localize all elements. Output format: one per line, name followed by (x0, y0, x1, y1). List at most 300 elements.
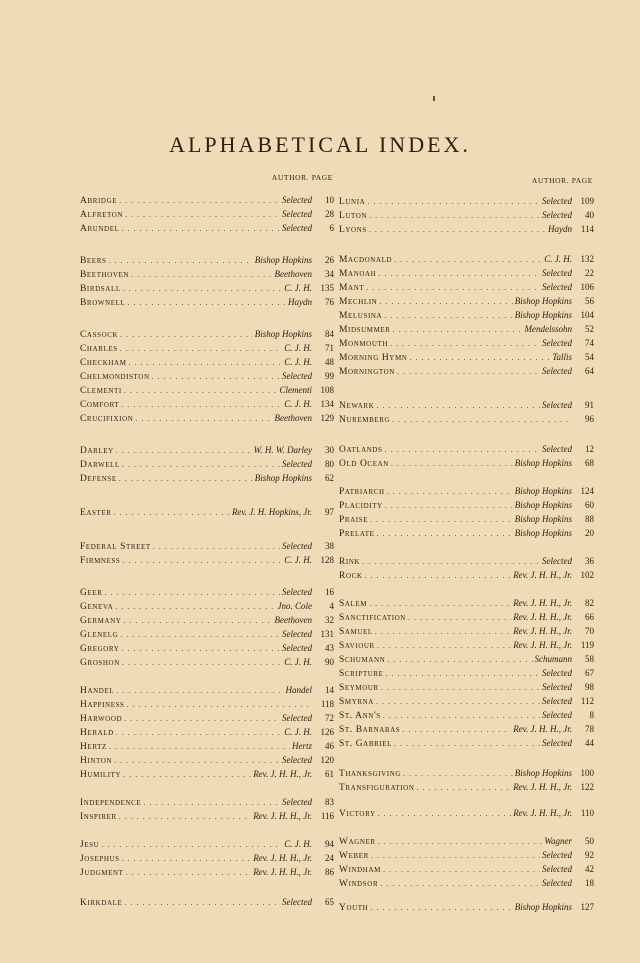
page-number: 126 (320, 727, 334, 737)
tune-name: Victory (339, 809, 376, 819)
dot-leader (366, 281, 540, 295)
author-name: C. J. H. (284, 399, 312, 409)
author-name: Selected (282, 223, 312, 233)
tune-name: Clementi (80, 386, 122, 396)
author-name: Rev. J. H. H., Jr. (513, 782, 572, 792)
author-name: Bishop Hopkins (254, 255, 312, 265)
tune-name: Placidity (339, 501, 383, 511)
tune-name: Oatlands (339, 445, 383, 455)
index-entry (80, 851, 334, 865)
tune-name: Geer (80, 588, 103, 598)
page-number: 36 (585, 556, 594, 566)
tune-name: Old Ocean (339, 459, 389, 469)
author-name: C. J. H. (284, 283, 312, 293)
index-entry (339, 336, 594, 350)
author-name: Selected (542, 850, 572, 860)
author-name: Selected (282, 755, 312, 765)
page-title: ALPHABETICAL INDEX. (169, 132, 471, 157)
page-number: 34 (325, 269, 334, 279)
page-number: 82 (585, 598, 594, 608)
index-entry (80, 895, 334, 909)
tune-name: Morning Hymn (339, 353, 408, 363)
dot-leader (416, 781, 511, 795)
author-name: C. J. H. (284, 727, 312, 737)
page-number: 20 (585, 528, 594, 538)
index-entry (80, 539, 334, 553)
dot-leader (378, 835, 543, 849)
tune-name: Hinton (80, 756, 113, 766)
dot-leader (101, 838, 282, 852)
index-entry (80, 711, 334, 725)
dot-leader (153, 540, 280, 554)
page-number: 48 (325, 357, 334, 367)
dot-leader (391, 457, 513, 471)
tune-name: Easter (80, 508, 112, 518)
dot-leader (385, 499, 513, 513)
author-name: Mendelssohn (524, 324, 572, 334)
dot-leader (123, 282, 283, 296)
index-entry (339, 862, 594, 876)
index-entry (339, 680, 594, 694)
index-entry (80, 397, 334, 411)
tune-name: Brownell (80, 298, 126, 308)
index-entry (339, 694, 594, 708)
index-entry (339, 208, 594, 222)
dot-leader (379, 295, 512, 309)
index-entry (80, 267, 334, 281)
page-number: 127 (580, 902, 594, 912)
page-number: 64 (585, 366, 594, 376)
tune-name: Wagner (339, 837, 376, 847)
dot-leader (120, 342, 282, 356)
dot-leader (120, 328, 253, 342)
author-name: Bishop Hopkins (514, 528, 572, 538)
page-number: 92 (585, 850, 594, 860)
dot-leader (393, 323, 523, 337)
tune-name: Cassock (80, 330, 119, 340)
page-number: 109 (580, 196, 594, 206)
index-entry (80, 725, 334, 739)
author-name: C. J. H. (284, 555, 312, 565)
tune-name: Rink (339, 557, 361, 567)
page-number: 14 (325, 685, 334, 695)
dot-leader (109, 740, 290, 754)
index-entry (339, 652, 594, 666)
tune-name: Weber (339, 851, 369, 861)
dot-leader (123, 768, 251, 782)
author-name: Selected (542, 338, 572, 348)
page-number: 96 (585, 414, 594, 424)
dot-leader (387, 485, 513, 499)
page-number: 43 (325, 643, 334, 653)
index-entry (80, 599, 334, 613)
page-number: 110 (580, 808, 594, 818)
tune-name: Prelate (339, 529, 375, 539)
dot-leader (122, 458, 280, 472)
index-entry (339, 484, 594, 498)
index-entry (339, 780, 594, 794)
author-name: Rev. J. H. H., Jr. (513, 612, 572, 622)
index-entry (339, 412, 594, 426)
index-entry (80, 837, 334, 851)
page-number: 22 (585, 268, 594, 278)
page-number: 4 (329, 601, 334, 611)
page-number: 118 (320, 699, 334, 709)
tune-name: Darwell (80, 460, 120, 470)
page-number: 46 (325, 741, 334, 751)
dot-leader (119, 810, 251, 824)
index-entry (80, 341, 334, 355)
index-entry (80, 683, 334, 697)
index-entry (80, 739, 334, 753)
author-name: Bishop Hopkins (514, 768, 572, 778)
index-entry (80, 697, 334, 711)
dot-leader (119, 472, 253, 486)
author-name: Rev. J. H. H., Jr. (513, 570, 572, 580)
page-number: 124 (580, 486, 594, 496)
dot-leader (131, 268, 272, 282)
page-number: 54 (585, 352, 594, 362)
page-number: 94 (325, 839, 334, 849)
page-number: 38 (325, 541, 334, 551)
index-entry (80, 221, 334, 235)
dot-leader (370, 513, 513, 527)
tune-name: Rock (339, 571, 363, 581)
tune-name: Chelmondiston (80, 372, 150, 382)
index-entry (339, 610, 594, 624)
index-entry (339, 848, 594, 862)
dot-leader (152, 370, 280, 384)
tune-name: Beers (80, 256, 107, 266)
dot-leader (390, 337, 540, 351)
dot-leader (394, 253, 542, 267)
page-number: 67 (585, 668, 594, 678)
tune-name: Smyrna (339, 697, 374, 707)
page-number: 131 (320, 629, 334, 639)
tune-name: Monmouth (339, 339, 389, 349)
tune-name: Lunia (339, 197, 366, 207)
index-entry (339, 722, 594, 736)
page-number: 100 (580, 768, 594, 778)
dot-leader (387, 653, 532, 667)
right-index-column (339, 175, 594, 913)
author-name: Bishop Hopkins (514, 310, 572, 320)
author-name: Selected (282, 629, 312, 639)
index-entry (339, 766, 594, 780)
tune-name: Transfiguration (339, 783, 415, 793)
author-name: Selected (282, 459, 312, 469)
tune-name: Lyons (339, 225, 367, 235)
dot-leader (409, 351, 550, 365)
tune-name: Judgment (80, 868, 124, 878)
author-name: Selected (542, 400, 572, 410)
index-entry (339, 806, 594, 820)
dot-leader (121, 642, 280, 656)
tune-name: Gregory (80, 644, 120, 654)
author-name: Selected (542, 268, 572, 278)
index-entry (339, 194, 594, 208)
tune-name: Mant (339, 283, 365, 293)
page-number: 18 (585, 878, 594, 888)
page-number: 70 (585, 626, 594, 636)
page-number: 78 (585, 724, 594, 734)
tune-name: Seymour (339, 683, 379, 693)
dot-leader (367, 195, 540, 209)
index-entry (339, 266, 594, 280)
dot-leader (375, 625, 511, 639)
author-name: Bishop Hopkins (254, 329, 312, 339)
page-number: 86 (325, 867, 334, 877)
tune-name: Midsummer (339, 325, 391, 335)
author-name: Tallis (552, 352, 572, 362)
tune-name: Defense (80, 474, 117, 484)
author-name: W. H. W. Darley (253, 445, 312, 455)
author-name: Selected (542, 196, 572, 206)
author-name: Selected (282, 587, 312, 597)
author-name: Selected (542, 878, 572, 888)
tune-name: Salem (339, 599, 368, 609)
dot-leader (124, 712, 280, 726)
tune-name: Beethoven (80, 270, 130, 280)
tune-name: Federal Street (80, 542, 151, 552)
tune-name: Handel (80, 686, 115, 696)
author-name: Beethoven (274, 413, 312, 423)
page-number: 98 (585, 682, 594, 692)
tune-name: Luton (339, 211, 368, 221)
author-name: Selected (542, 682, 572, 692)
page-number: 108 (320, 385, 334, 395)
tune-name: Birdsall (80, 284, 121, 294)
tune-name: Abridge (80, 196, 118, 206)
page-number: 28 (325, 209, 334, 219)
dot-leader (377, 527, 513, 541)
dot-leader (369, 209, 540, 223)
dot-leader (129, 356, 283, 370)
index-entry (339, 364, 594, 378)
ink-mark (433, 96, 435, 101)
page-number: 74 (585, 338, 594, 348)
dot-leader (108, 254, 252, 268)
tune-name: Inspirer (80, 812, 117, 822)
page-number: 26 (325, 255, 334, 265)
author-name: Selected (282, 209, 312, 219)
page-number: 99 (325, 371, 334, 381)
tune-name: Schumann (339, 655, 386, 665)
author-name: Clementi (279, 385, 312, 395)
tune-name: Humility (80, 770, 122, 780)
tune-name: Checkham (80, 358, 127, 368)
page-number: 76 (325, 297, 334, 307)
page-number: 62 (325, 473, 334, 483)
page-number: 80 (325, 459, 334, 469)
author-name: Rev. J. H. H., Jr. (513, 808, 572, 818)
author-name: Rev. J. H. H., Jr. (253, 853, 312, 863)
index-entry (80, 505, 334, 519)
dot-leader (122, 554, 282, 568)
dot-leader (362, 555, 540, 569)
tune-name: Firmness (80, 556, 121, 566)
index-entry (80, 369, 334, 383)
index-entry (80, 457, 334, 471)
author-name: C. J. H. (284, 343, 312, 353)
author-name: C. J. H. (544, 254, 572, 264)
page-number: 90 (325, 657, 334, 667)
page-number: 72 (325, 713, 334, 723)
index-entry (339, 638, 594, 652)
right-column-header: AUTHOR. PAGE (531, 176, 593, 185)
author-name: Selected (542, 444, 572, 454)
author-name: Selected (542, 668, 572, 678)
tune-name: Happiness (80, 700, 125, 710)
author-name: C. J. H. (284, 839, 312, 849)
dot-leader (124, 384, 278, 398)
tune-name: Windham (339, 865, 381, 875)
author-name: Rev. J. H. H., Jr. (513, 724, 572, 734)
author-name: Haydn (288, 297, 312, 307)
dot-leader (384, 309, 513, 323)
dot-leader (127, 698, 310, 712)
author-name: Wagner (544, 836, 572, 846)
page-number: 132 (580, 254, 594, 264)
author-name: Bishop Hopkins (514, 500, 572, 510)
tune-name: Scripture (339, 669, 384, 679)
index-entry (80, 627, 334, 641)
dot-leader (383, 709, 540, 723)
tune-name: Comfort (80, 400, 120, 410)
index-entry (80, 865, 334, 879)
dot-leader (370, 901, 512, 915)
left-column-header: AUTHOR. PAGE (271, 173, 333, 182)
page-number: 65 (325, 897, 334, 907)
dot-leader (402, 723, 511, 737)
page-number: 104 (580, 310, 594, 320)
tune-name: Kirkdale (80, 898, 123, 908)
index-entry (339, 222, 594, 236)
index-entry (339, 736, 594, 750)
page-number: 135 (320, 283, 334, 293)
tune-name: Praise (339, 515, 369, 525)
dot-leader (143, 796, 280, 810)
dot-leader (116, 726, 282, 740)
index-entry (339, 624, 594, 638)
dot-leader (114, 506, 230, 520)
page-number: 32 (325, 615, 334, 625)
page-number: 8 (589, 710, 594, 720)
author-name: Selected (282, 713, 312, 723)
page-number: 24 (325, 853, 334, 863)
index-entry (339, 322, 594, 336)
dot-leader (381, 681, 540, 695)
dot-leader (126, 866, 252, 880)
dot-leader (386, 667, 540, 681)
left-index-column (80, 172, 334, 908)
dot-leader (121, 222, 280, 236)
dot-leader (121, 398, 282, 412)
dot-leader (120, 628, 280, 642)
author-name: Selected (542, 696, 572, 706)
page-number: 16 (325, 587, 334, 597)
page-number: 102 (580, 570, 594, 580)
index-entry (339, 596, 594, 610)
index-entry (339, 526, 594, 540)
dot-leader (122, 852, 252, 866)
index-entry (80, 443, 334, 457)
author-name: Rev. J. H. H., Jr. (253, 811, 312, 821)
index-entry (80, 193, 334, 207)
page-number: 91 (585, 400, 594, 410)
author-name: Selected (542, 210, 572, 220)
author-name: Bishop Hopkins (514, 902, 572, 912)
index-entry (80, 355, 334, 369)
tune-name: Mornington (339, 367, 395, 377)
page-number: 42 (585, 864, 594, 874)
dot-leader (127, 296, 286, 310)
page-number: 40 (585, 210, 594, 220)
index-entry (80, 655, 334, 669)
index-entry (339, 294, 594, 308)
page-number: 129 (320, 413, 334, 423)
author-name: Selected (282, 371, 312, 381)
index-entry (339, 498, 594, 512)
author-name: Rev. J. H. H., Jr. (513, 626, 572, 636)
author-name: Rev. J. H. Hopkins, Jr. (231, 507, 312, 517)
index-entry (80, 809, 334, 823)
dot-leader (376, 695, 540, 709)
page-number: 68 (585, 458, 594, 468)
page-number: 134 (320, 399, 334, 409)
index-entry (339, 350, 594, 364)
tune-name: Jesu (80, 840, 100, 850)
author-name: Selected (282, 541, 312, 551)
dot-leader (365, 569, 512, 583)
index-entry (339, 568, 594, 582)
page-number: 116 (320, 811, 334, 821)
author-name: Selected (542, 864, 572, 874)
dot-leader (380, 877, 540, 891)
index-entry (80, 641, 334, 655)
tune-name: Glenelg (80, 630, 119, 640)
tune-name: Groshon (80, 658, 120, 668)
dot-leader (392, 413, 570, 427)
index-entry (339, 834, 594, 848)
page-number: 106 (580, 282, 594, 292)
index-entry (339, 666, 594, 680)
index-entry (80, 753, 334, 767)
tune-name: Manoah (339, 269, 377, 279)
dot-leader (397, 365, 540, 379)
tune-name: Herald (80, 728, 114, 738)
page-number: 61 (325, 769, 334, 779)
author-name: Hertz (292, 741, 312, 751)
dot-leader (385, 443, 540, 457)
dot-leader (124, 896, 280, 910)
page-number: 88 (585, 514, 594, 524)
tune-name: St. Barnabas (339, 725, 401, 735)
dot-leader (122, 656, 282, 670)
author-name: C. J. H. (284, 357, 312, 367)
page-number: 128 (320, 555, 334, 565)
dot-leader (378, 807, 512, 821)
dot-leader (376, 399, 540, 413)
dot-leader (377, 639, 511, 653)
author-name: Rev. J. H. H., Jr. (513, 598, 572, 608)
dot-leader (369, 597, 511, 611)
tune-name: Windsor (339, 879, 379, 889)
tune-name: Youth (339, 903, 369, 913)
index-entry (339, 554, 594, 568)
index-entry (339, 398, 594, 412)
tune-name: Patriarch (339, 487, 385, 497)
